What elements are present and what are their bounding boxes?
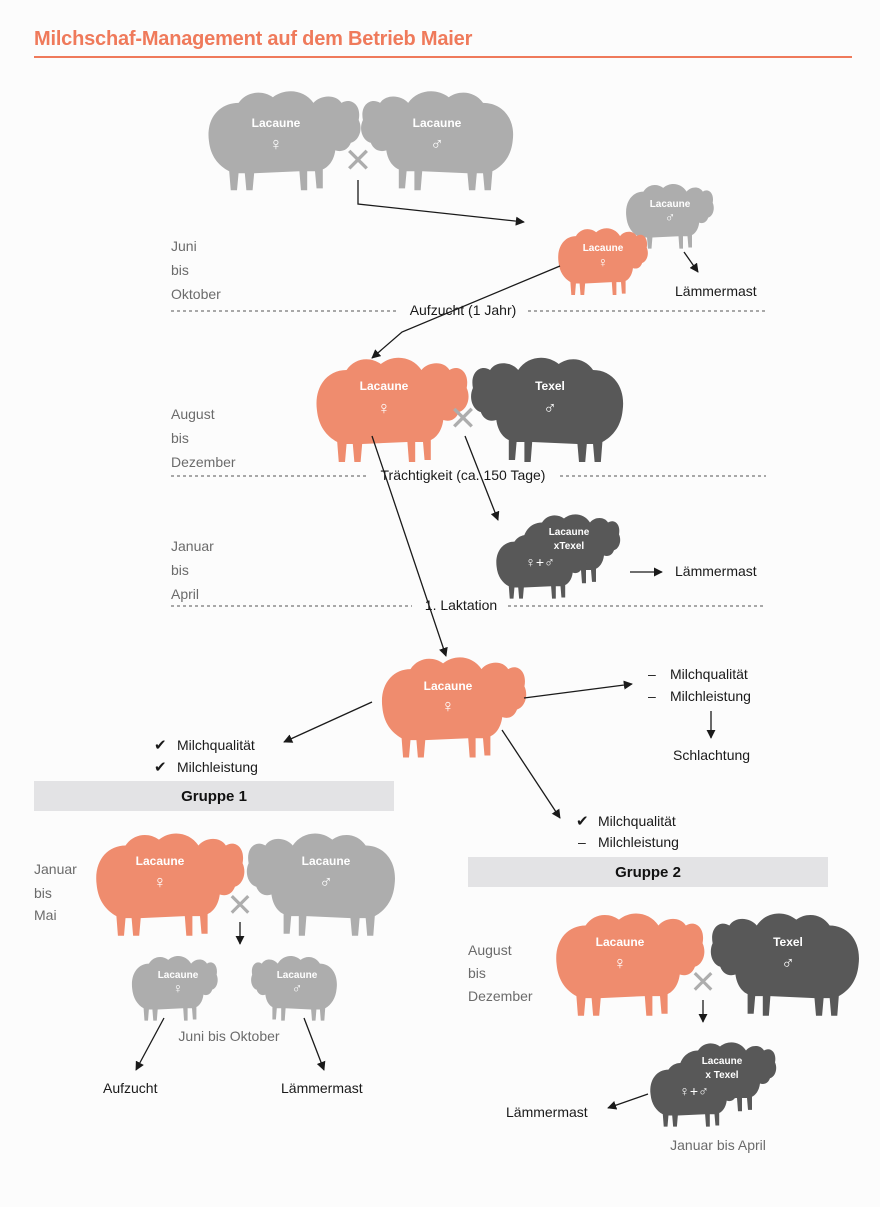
group2-ewe-breed: Lacaune bbox=[595, 935, 645, 949]
group1-lamb-male-sheep bbox=[251, 956, 337, 1021]
group2-arrow bbox=[502, 730, 560, 818]
group1-lamb-male-sex-icon: ♂ bbox=[291, 980, 303, 996]
crossbred-sex-icon: ♀+♂ bbox=[525, 554, 555, 570]
group2-cross-icon: ✕ bbox=[689, 964, 717, 1000]
group1-male-fate-arrow bbox=[304, 1018, 324, 1070]
group1-ram-breed: Lacaune bbox=[301, 854, 351, 868]
slaughter-label: Schlachtung bbox=[673, 747, 751, 763]
group2-ram-sheep bbox=[711, 914, 859, 1016]
group2-crossbred-name-1: Lacaune bbox=[701, 1056, 743, 1067]
group1-female-fate-arrow bbox=[136, 1018, 164, 1070]
group1-lamb-female-sheep bbox=[132, 956, 218, 1021]
top-ewe-sheep bbox=[208, 91, 360, 190]
top-ewe-breed: Lacaune bbox=[251, 116, 301, 130]
group2-crossbred-name-2: x Texel bbox=[705, 1070, 739, 1081]
breeding-ewe-breed: Lacaune bbox=[359, 379, 409, 393]
lactation-ewe-breed: Lacaune bbox=[423, 679, 473, 693]
group2-crossbred-sex-icon: ♀+♂ bbox=[679, 1083, 709, 1099]
group1-lamb-female-sex-icon: ♀ bbox=[172, 980, 184, 996]
group1-male-fate: Lämmermast bbox=[281, 1080, 363, 1096]
group1-ram-sex-icon: ♂ bbox=[319, 872, 333, 892]
breeding-ram-breed: Texel bbox=[535, 379, 565, 393]
breeding-ram-sex-icon: ♂ bbox=[543, 398, 557, 418]
top-ram-sheep bbox=[361, 91, 513, 190]
top-male-fate: Lämmermast bbox=[675, 283, 757, 299]
crossbred-name-2: xTexel bbox=[553, 541, 585, 552]
divider-label-1: Aufzucht (1 Jahr) bbox=[409, 302, 517, 318]
group2-lamb-period: Januar bis April bbox=[670, 1137, 766, 1153]
group1-criterion-1: Milchqualität bbox=[177, 737, 255, 753]
top-offspring-female-sheep bbox=[558, 228, 648, 295]
group2-criterion-1: Milchqualität bbox=[598, 813, 676, 829]
group1-check-2-icon: ✔ bbox=[154, 759, 167, 776]
group2-period-1: August bbox=[468, 942, 512, 958]
top-male-fate-arrow bbox=[684, 252, 698, 272]
group2-ewe-sex-icon: ♀ bbox=[613, 953, 627, 973]
group1-ram-sheep bbox=[247, 834, 395, 936]
group2-period-2: bis bbox=[468, 965, 486, 981]
group1-period-1: Januar bbox=[34, 861, 77, 877]
group1-ewe-sex-icon: ♀ bbox=[153, 872, 167, 892]
group1-label: Gruppe 1 bbox=[181, 787, 247, 805]
group2-period-3: Dezember bbox=[468, 988, 533, 1004]
group2-crossbred-sheep bbox=[650, 1042, 776, 1126]
breeding-ewe-sex-icon: ♀ bbox=[377, 398, 391, 418]
group1-lamb-period: Juni bis Oktober bbox=[178, 1028, 280, 1044]
top-offspring-female-sex-icon: ♀ bbox=[597, 254, 609, 270]
cull-item-2: Milchleistung bbox=[670, 688, 751, 704]
group2-criterion-2: Milchleistung bbox=[598, 834, 679, 850]
group1-cross-icon: ✕ bbox=[226, 887, 254, 923]
group1-check-1-icon: ✔ bbox=[154, 737, 167, 754]
group1-ewe-breed: Lacaune bbox=[135, 854, 185, 868]
breeding-ewe-sheep bbox=[316, 358, 468, 462]
group2-fate-arrow bbox=[608, 1094, 648, 1108]
top-ram-sex-icon: ♂ bbox=[430, 134, 444, 154]
top-offspring-female-breed: Lacaune bbox=[582, 243, 624, 254]
top-period-2: bis bbox=[171, 262, 189, 278]
group1-female-fate: Aufzucht bbox=[103, 1080, 158, 1096]
breeding-period-3: Dezember bbox=[171, 454, 236, 470]
top-ewe-sex-icon: ♀ bbox=[269, 134, 283, 154]
top-period-3: Oktober bbox=[171, 286, 221, 302]
group2-label: Gruppe 2 bbox=[615, 863, 681, 881]
divider-label-2: Trächtigkeit (ca. 150 Tage) bbox=[380, 467, 546, 483]
breeding-period-2: bis bbox=[171, 430, 189, 446]
cull-mark-1: – bbox=[648, 666, 656, 682]
lamb-period-3: April bbox=[171, 586, 200, 602]
group1-arrow bbox=[284, 702, 372, 742]
top-breed-arrow bbox=[358, 180, 524, 222]
lamb-period-1: Januar bbox=[171, 538, 214, 554]
top-offspring-male-breed: Lacaune bbox=[649, 199, 691, 210]
group2-ewe-sheep bbox=[556, 914, 704, 1016]
group1-period-2: bis bbox=[34, 885, 52, 901]
group1-lamb-male-breed: Lacaune bbox=[276, 970, 318, 981]
group2-check-icon: ✔ bbox=[576, 813, 589, 830]
top-cross-icon: ✕ bbox=[343, 142, 373, 180]
group1-criterion-2: Milchleistung bbox=[177, 759, 258, 775]
group2-ram-breed: Texel bbox=[773, 935, 803, 949]
group1-period-3: Mai bbox=[34, 907, 57, 923]
divider-label-3: 1. Laktation bbox=[424, 597, 498, 613]
group1-ewe-sheep bbox=[96, 834, 244, 936]
group2-minus-icon: – bbox=[578, 834, 586, 850]
lactation-ewe-sheep bbox=[382, 657, 526, 757]
page-title: Milchschaf-Management auf dem Betrieb Maier bbox=[34, 28, 473, 50]
group2-ram-sex-icon: ♂ bbox=[781, 953, 795, 973]
group1-lamb-female-breed: Lacaune bbox=[157, 970, 199, 981]
breeding-cross-icon: ✕ bbox=[448, 400, 478, 438]
cull-arrow bbox=[524, 684, 632, 698]
crossbred-name-1: Lacaune bbox=[548, 527, 590, 538]
crossbred-fate: Lämmermast bbox=[675, 563, 757, 579]
top-ram-breed: Lacaune bbox=[412, 116, 462, 130]
lactation-ewe-sex-icon: ♀ bbox=[441, 696, 455, 716]
cull-mark-2: – bbox=[648, 688, 656, 704]
cull-item-1: Milchqualität bbox=[670, 666, 748, 682]
top-offspring-male-sex-icon: ♂ bbox=[664, 209, 676, 225]
lamb-period-2: bis bbox=[171, 562, 189, 578]
group2-fate: Lämmermast bbox=[506, 1104, 588, 1120]
breeding-ram-sheep bbox=[471, 358, 623, 462]
crossbred-lambs-sheep bbox=[496, 514, 620, 598]
top-period-1: Juni bbox=[171, 238, 197, 254]
breeding-period-1: August bbox=[171, 406, 215, 422]
